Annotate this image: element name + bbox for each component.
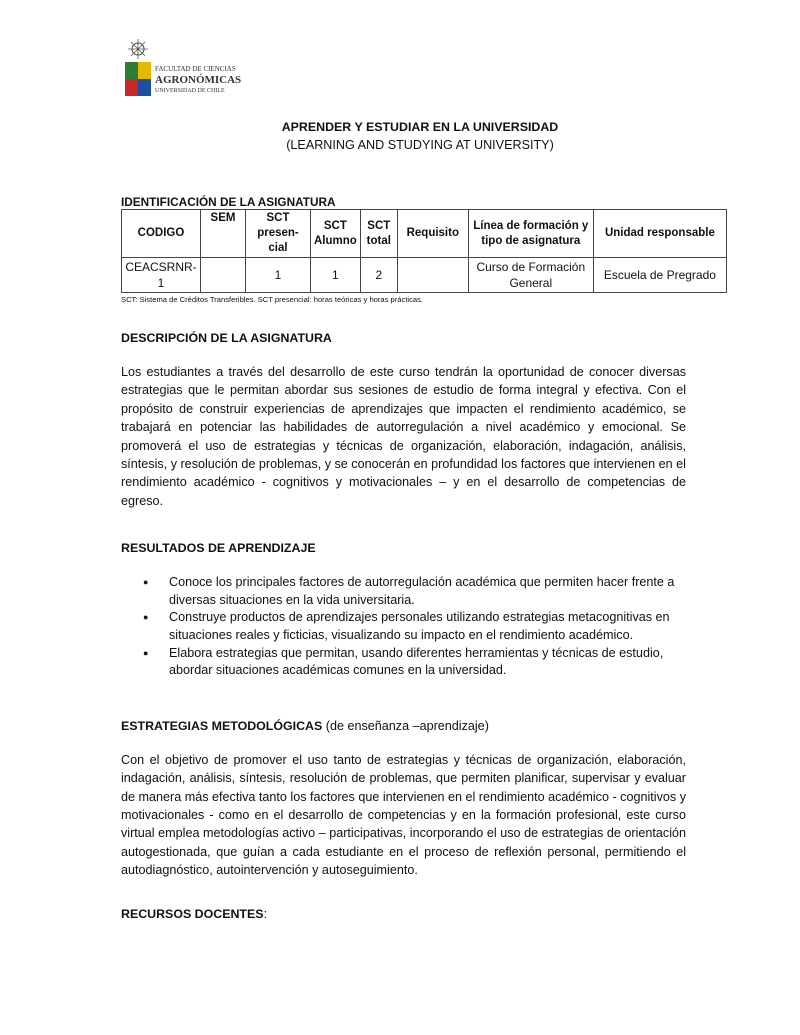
resources-heading-suffix: :: [263, 906, 268, 921]
strategies-text: Con el objetivo de promover el uso tanto de estrategias y técnicas de organización, elaboración, indagación, análisis, síntesis, resolución de problemas, que permiten planificar, supervisar y evaluar de manera más efectiva tanto los factores que intervienen en el rendimiento académico - cognitivos y motivacionales - como en el desarrollo de competencias y en la formación profesional, este curso virtual emplea metodologías activo – participativas, incorporando el uso de estrategias de orientación autogestionada, que guían a cada estudiante en el proceso de reflexión personal, permitiendo el autodiagnóstico, autointervención y autoseguimiento.: [121, 752, 686, 878]
cell-sct-total: 2: [360, 258, 397, 293]
list-item: ● Construye productos de aprendizajes personales utilizando estrategias metacognitivas en situaciones reales y ficticias, visualizando su impacto en el rendimiento académico.: [121, 609, 691, 644]
strategies-heading: [121, 718, 727, 734]
page-subtitle: (LEARNING AND STUDYING AT UNIVERSITY): [286, 138, 554, 152]
results-list: [121, 574, 691, 680]
identification-heading: IDENTIFICACIÓN DE LA ASIGNATURA: [121, 195, 336, 209]
logo-line-3: UNIVERSIDAD DE CHILE: [155, 88, 225, 94]
cell-codigo: CEACSRNR-1: [122, 258, 201, 293]
identification-table: [121, 209, 727, 293]
strategies-heading-title: ESTRATEGIAS METODOLÓGICAS: [121, 718, 323, 733]
header-sct-alumno: SCT Alumno: [311, 210, 361, 258]
table-row: [122, 258, 727, 293]
description-text: Los estudiantes a través del desarrollo de este curso tendrán la oportunidad de conocer diversas estrategias que le permitan abordar sus sesiones de estudio de forma integral y efectiva. Con el propósito de construir experiencias de aprendizajes que impacten el rendimiento académico, se trabajará en potenciar las habilidades de autorregulación a nivel académico y emocional. Se promoverá el uso de estrategias y técnicas de organización, elaboración, indagación, análisis, síntesis, y resolución de problemas, y se conocerán en profundidad los factores que intervienen en el rendimiento académico - cognitivos y motivacionales – y en el desarrollo de competencias de egreso.: [121, 365, 686, 508]
header-requisito: Requisito: [397, 210, 468, 258]
list-item: ● Elabora estrategias que permitan, usando diferentes herramientas y técnicas de estudio, abordar situaciones académicas comunes en la universidad.: [121, 645, 691, 680]
document-content: [121, 119, 727, 922]
university-crest-icon: [122, 37, 154, 103]
page-title: APRENDER Y ESTUDIAR EN LA UNIVERSIDAD: [281, 120, 559, 134]
cell-sct-alumno: 1: [311, 258, 361, 293]
cell-unidad-responsable: Escuela de Pregrado: [593, 258, 726, 293]
results-heading: RESULTADOS DE APRENDIZAJE: [121, 541, 316, 556]
resources-heading-title: RECURSOS DOCENTES: [121, 906, 264, 921]
header-sct-total: SCT total: [360, 210, 397, 258]
list-item: ● Conoce los principales factores de autorregulación académica que permiten hacer frente a diversas situaciones en la vida universitaria.: [121, 574, 691, 609]
table-footnote: SCT: Sistema de Créditos Transferibles. SCT presencial: horas teóricas y horas prácticas.: [121, 295, 424, 304]
header-sem: SEM: [201, 210, 246, 258]
cell-sem: [201, 258, 246, 293]
header-unidad-responsable: Unidad responsable: [593, 210, 726, 258]
strategies-heading-suffix: (de enseñanza –aprendizaje): [322, 718, 489, 733]
faculty-logo: [122, 37, 272, 103]
cell-requisito: [397, 258, 468, 293]
header-codigo: CODIGO: [122, 210, 201, 258]
cell-sct-presencial: 1: [246, 258, 311, 293]
cell-linea-formacion: Curso de Formación General: [468, 258, 593, 293]
header-sct-presencial: SCT presen-cial: [246, 210, 311, 258]
header-linea-formacion: Línea de formación y tipo de asignatura: [468, 210, 593, 258]
description-heading: DESCRIPCIÓN DE LA ASIGNATURA: [121, 331, 332, 345]
logo-line-2: AGRONÓMICAS: [155, 74, 242, 86]
logo-line-1: FACULTAD DE CIENCIAS: [155, 65, 236, 73]
table-header-row: [122, 210, 727, 258]
resources-heading: [121, 906, 727, 922]
